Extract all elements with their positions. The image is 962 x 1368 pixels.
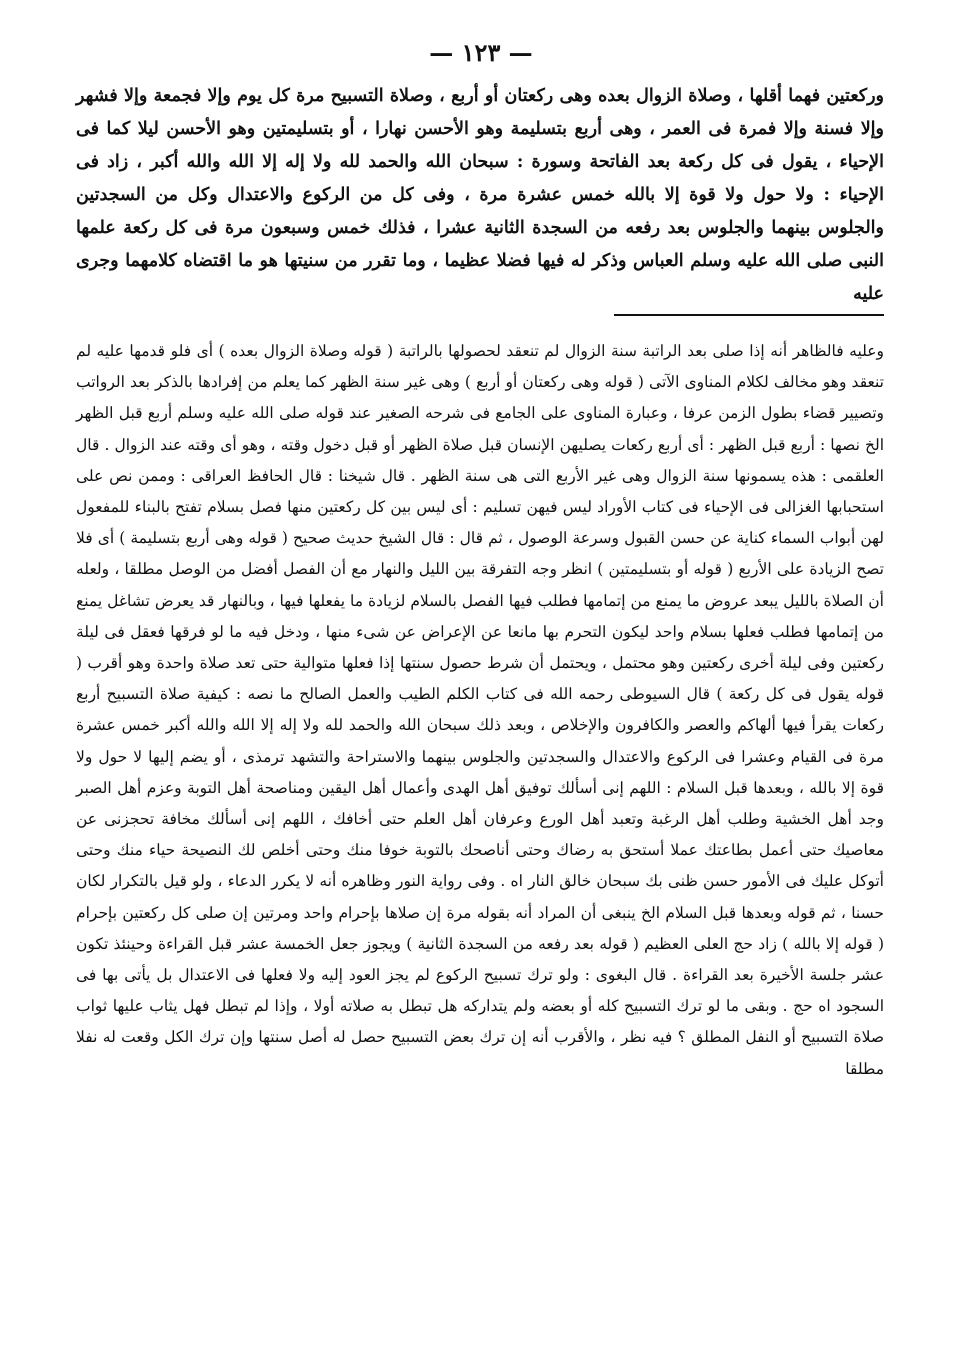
footnote-divider — [614, 314, 884, 316]
page-number: — ١٢٣ — — [429, 38, 533, 67]
main-paragraph: وركعتين فهما أقلها ، وصلاة الزوال بعده وهى ركعتان أو أربع ، وصلاة التسبيح مرة كل يوم وإلا فجمعة وإلا فشهر وإلا فسنة وإلا فمرة فى العمر ، وهى أربع بتسليمة وهو الأحسن نهارا ، أو بتسليمتين وهو الأحسن ليلا كما فى الإحياء ، يقول فى كل ركعة بعد الفاتحة وسورة : سبحان الله والحمد لله ولا إله إلا الله والله أكبر ، زاد فى الإحياء : ولا حول ولا قوة إلا بالله خمس عشرة مرة ، وفى كل من الركوع والاعتدال وكل من السجدتين والجلوس بينهما والجلوس بعد رفعه من السجدة الثانية عشرا ، فذلك خمس وسبعون مرة فى كل ركعة علمها النبى صلى الله عليه وسلم العباس وذكر له فيها فضلا عظيما ، وما تقرر من سنيتها هو ما اقتضاه كلامهما وجرى عليه — [76, 86, 884, 304]
footnote-block — [76, 336, 884, 1085]
footnote-paragraph: وعليه فالظاهر أنه إذا صلى بعد الراتبة سنة الزوال لم تنعقد لحصولها بالراتبة ( قوله وصلاة الزوال بعده ) أى فلو قدمها عليه لم تنعقد وهو مخالف لكلام المناوى الآتى ( قوله وهى ركعتان أو أربع ) وهى غير سنة الظهر كما يعلم من إفرادها بالذكر بعد الرواتب وتصيير قضاء بطول الزمن عرفا ، وعبارة المناوى على الجامع فى شرحه الصغير عند قوله صلى الله عليه وسلم أربع قبل الظهر الخ نصها : أربع قبل الظهر : أى أربع ركعات يصليهن الإنسان قبل صلاة الظهر أو قبل دخول وقته ، وهو أى وقته عند الزوال . قال العلقمى : هذه يسمونها سنة الزوال وهى غير الأربع التى هى سنة الظهر . قال شيخنا : قال الحافظ العراقى : وممن نص على استحبابها الغزالى فى الإحياء فى كتاب الأوراد ليس فيهن تسليم : أى ليس بين كل ركعتين منها فصل بسلام تفتح بالبناء للمفعول لهن أبواب السماء كناية عن حسن القبول وسرعة الوصول ، ثم قال : قال الشيخ حديث صحيح ( قوله وهى أربع بتسليمة ) أى فلا تصح الزيادة على الأربع ( قوله أو بتسليمتين ) انظر وجه التفرقة بين الليل والنهار مع أن الفصل أفضل من الوصل مطلقا ، ولعله أن الصلاة بالليل يبعد عروض ما يمنع من إتمامها فطلب فيها الفصل بالسلام لزيادة ما يفعلها فيها ، وبالنهار قد يعرض تشاغل يمنع من إتمامها فطلب فعلها بسلام واحد ليكون التحرم بها مانعا عن الإعراض عن شىء منها ، ودخل فيه ما لو فرقها فعقل فى ليلة ركعتين وفى ليلة أخرى ركعتين وهو محتمل ، ويحتمل أن شرط حصول سنتها إذا فعلها متوالية حتى تعد صلاة واحدة وهو أقرب ( قوله يقول فى كل ركعة ) قال السيوطى رحمه الله فى كتاب الكلم الطيب والعمل الصالح ما نصه : كيفية صلاة التسبيح أربع ركعات يقرأ فيها ألهاكم والعصر والكافرون والإخلاص ، وبعد ذلك سبحان الله والحمد لله ولا إله إلا الله والله أكبر خمس عشرة مرة فى القيام وعشرا فى الركوع والاعتدال والسجدتين والجلوس بينهما والاستراحة والتشهد ترمذى ، أو يضم إليها لا حول ولا قوة إلا بالله ، وبعدها قبل السلام : اللهم إنى أسألك توفيق أهل الهدى وأعمال أهل اليقين ومناصحة أهل التوبة وعزم أهل الصبر وجد أهل الخشية وطلب أهل الرغبة وتعبد أهل الورع وعرفان أهل العلم حتى أخافك ، اللهم إنى أسألك مخافة تحجزنى عن معاصيك حتى أعمل بطاعتك عملا أستحق به رضاك وحتى أناصحك بالتوبة خوفا منك وحتى أخلص لك النصيحة حياء منك وحتى أتوكل عليك فى الأمور حسن ظنى بك سبحان خالق النار اه . وفى رواية النور وظاهره أنه لا يكرر الدعاء ، ولو قيل بالتكرار لكان حسنا ، ثم قوله وبعدها قبل السلام الخ ينبغى أن المراد أنه بقوله مرة إن صلاها بإحرام واحد ومرتين إن صلى كل ركعتين بإحرام ( قوله إلا بالله ) زاد حج العلى العظيم ( قوله بعد رفعه من السجدة الثانية ) ويجوز جعل الخمسة عشر قبل القراءة وحينئذ تكون عشر جلسة الأخيرة بعد القراءة . قال البغوى : ولو ترك تسبيح الركوع لم يجز العود إليه ولا فعلها فى الاعتدال بل يأتى بها فى السجود اه حج . وبقى ما لو ترك التسبيح كله أو بعضه ولم يتداركه هل تبطل به صلاته أولا ، وإذا لم تبطل فهل يثاب عليها ثواب صلاة التسبيح أو النفل المطلق ؟ فيه نظر ، والأقرب أنه إن ترك بعض التسبيح حصل له أصل سنتها وإن ترك الكل وقعت له نفلا مطلقا — [76, 342, 884, 1078]
main-text-block — [76, 80, 884, 311]
